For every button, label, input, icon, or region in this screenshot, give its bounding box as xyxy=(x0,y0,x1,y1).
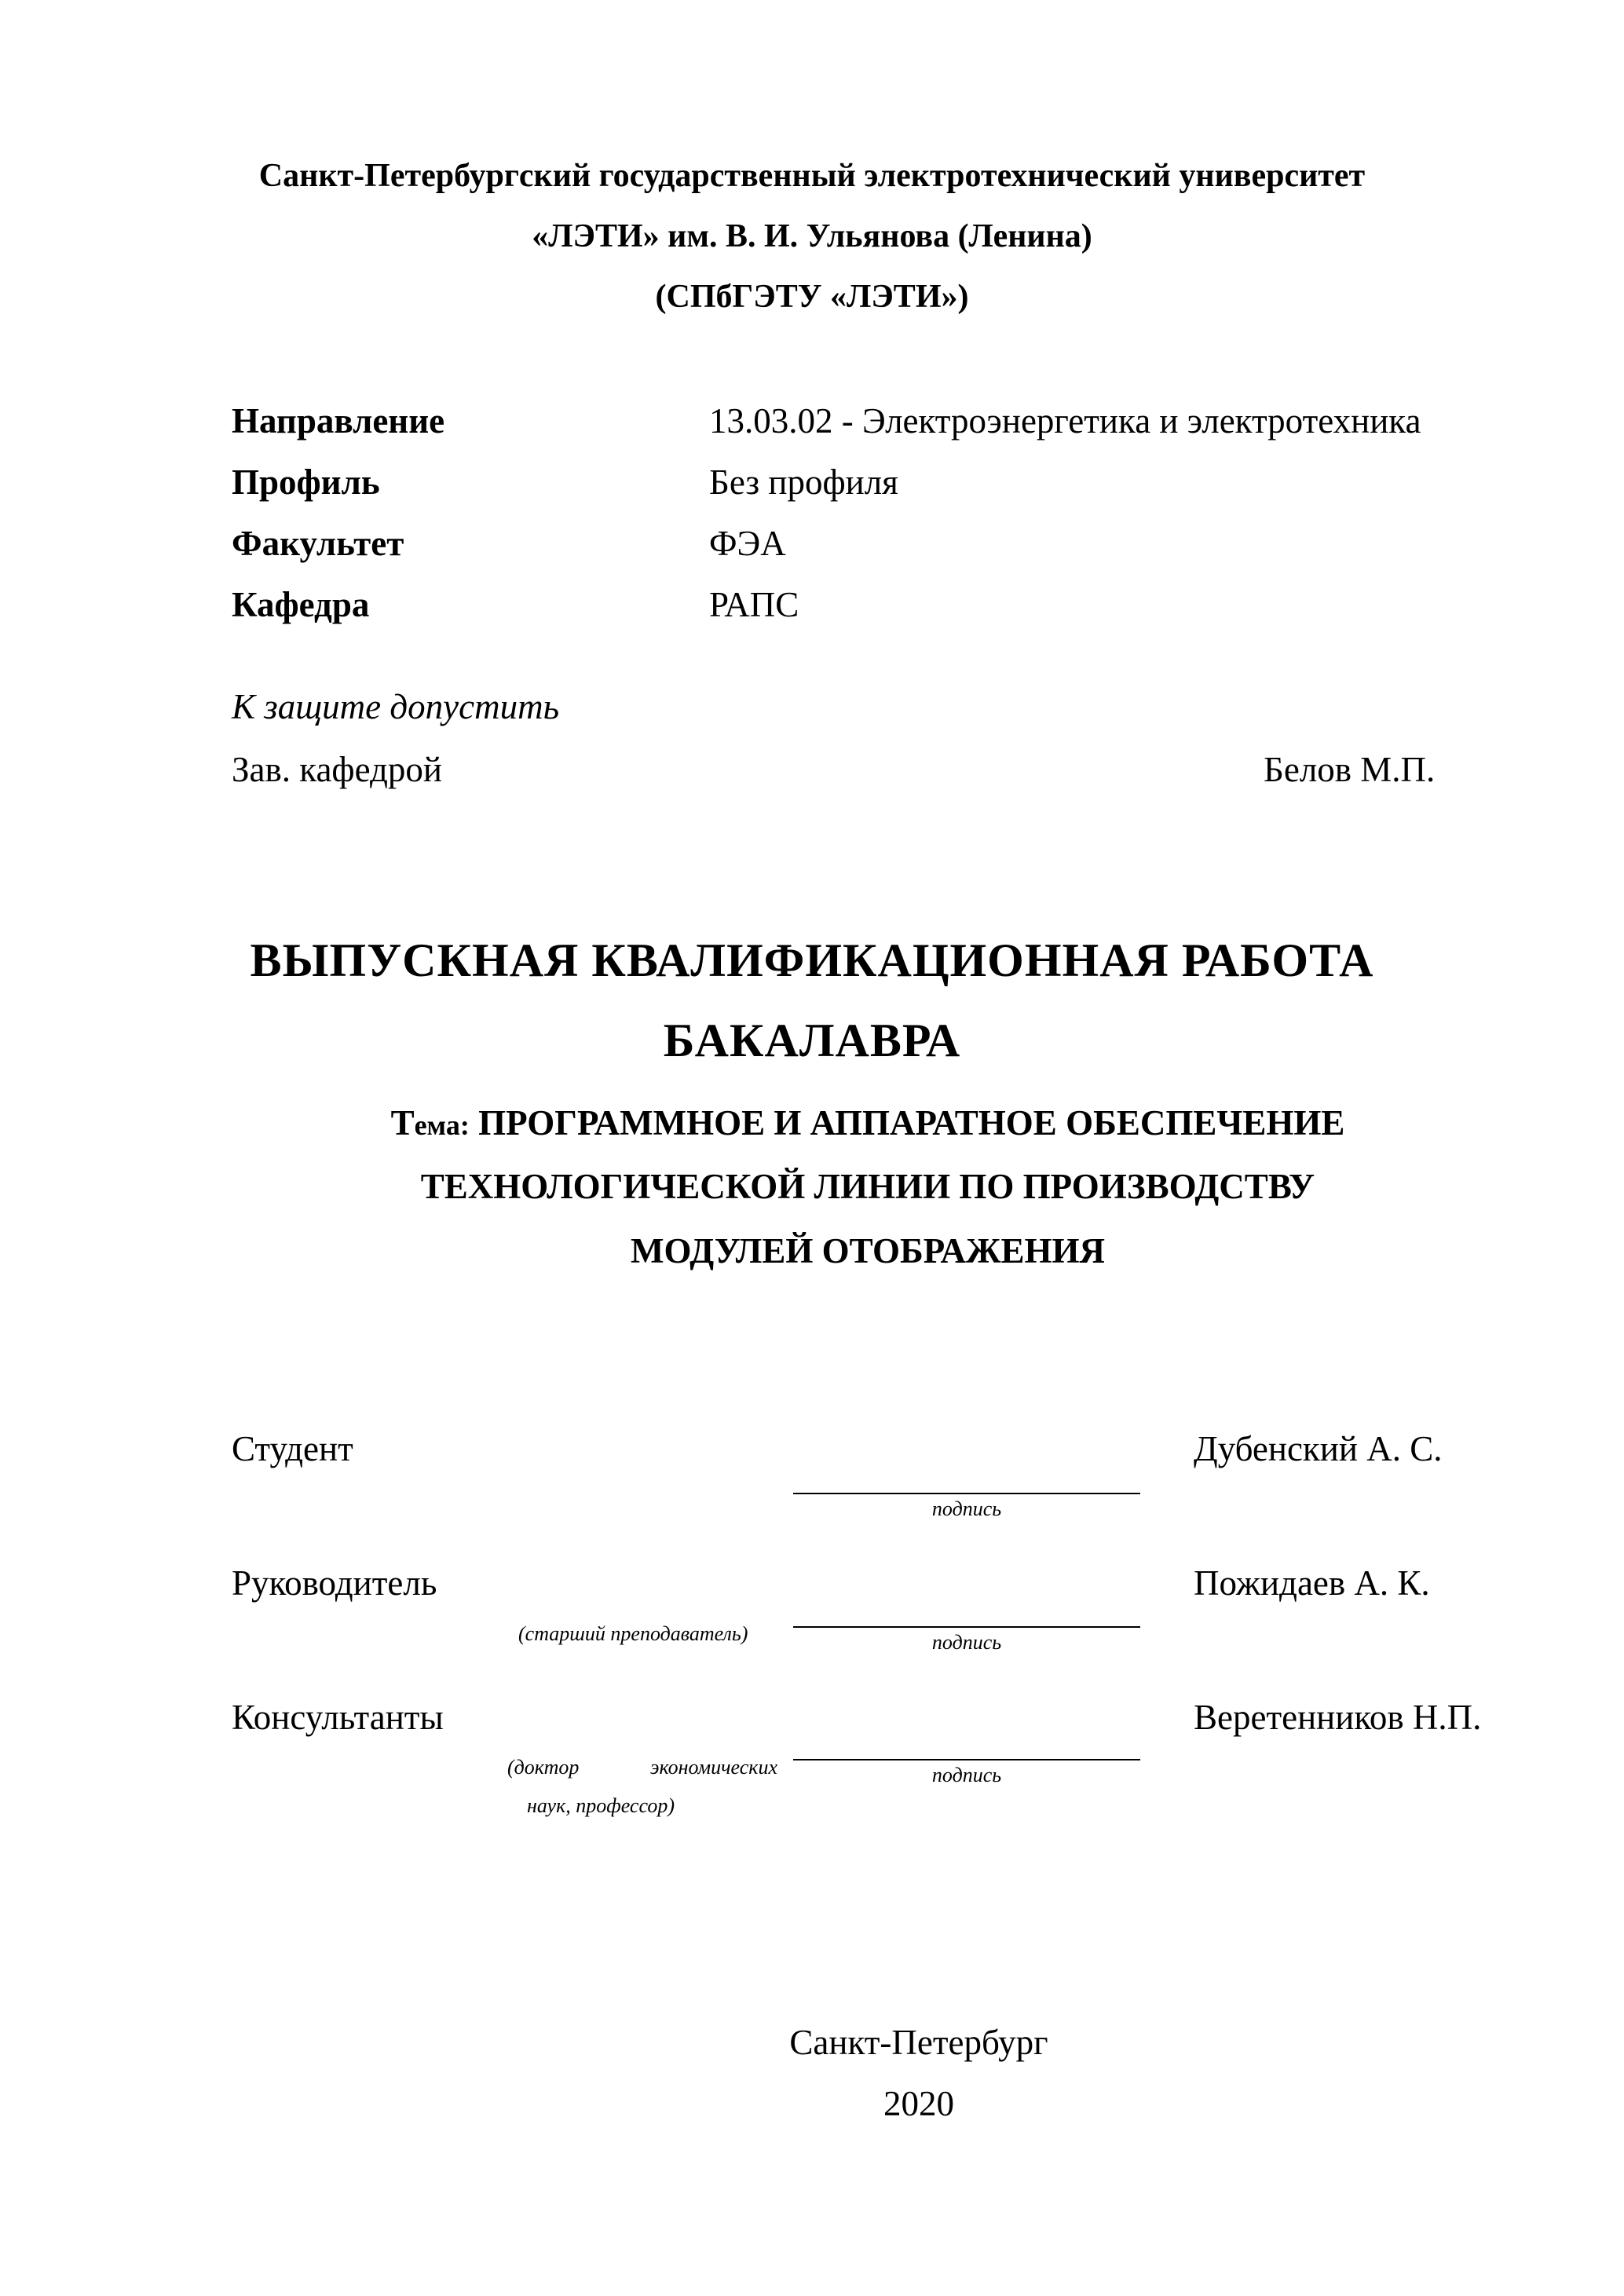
approval-role: Зав. кафедрой xyxy=(232,750,442,789)
field-label-department: Кафедра xyxy=(232,585,370,624)
signature-caption-student: подпись xyxy=(931,1497,1002,1520)
topic-text-line1: ПРОГРАММНОЕ И АППАРАТНОЕ ОБЕСПЕЧЕНИЕ xyxy=(478,1103,1345,1143)
footer-city: Санкт-Петербург xyxy=(789,2023,1048,2062)
work-title-line2: БАКАЛАВРА xyxy=(663,1015,961,1066)
signature-line-supervisor xyxy=(793,1626,1140,1628)
signature-role-student: Студент xyxy=(232,1429,353,1468)
approval-name: Белов М.П. xyxy=(1264,750,1436,789)
field-value-department: РАПС xyxy=(709,585,799,624)
approval-caption: К защите допустить xyxy=(232,687,560,726)
signature-name-consultants: Веретенников Н.П. xyxy=(1194,1698,1482,1737)
field-value-profile: Без профиля xyxy=(709,462,898,502)
university-name-line2: «ЛЭТИ» им. В. И. Ульянова (Ленина) xyxy=(532,218,1092,254)
topic-line1 xyxy=(0,1102,1624,1146)
topic-prefix-cap: Т xyxy=(390,1103,415,1143)
field-label-direction: Направление xyxy=(232,401,445,441)
field-label-profile: Профиль xyxy=(232,462,380,502)
signature-caption-consultants: подпись xyxy=(931,1764,1002,1786)
signature-line-consultants xyxy=(793,1759,1140,1760)
field-label-faculty: Факультет xyxy=(232,524,404,563)
signature-caption-supervisor: подпись xyxy=(931,1631,1002,1654)
signature-rank-supervisor: (старший преподаватель) xyxy=(518,1622,748,1645)
field-value-direction: 13.03.02 - Электроэнергетика и электротехника xyxy=(709,401,1421,441)
university-abbreviation: (СПбГЭТУ «ЛЭТИ») xyxy=(655,279,969,315)
signature-name-supervisor: Пожидаев А. К. xyxy=(1194,1563,1430,1603)
signature-rank-consultants: (доктор экономических xyxy=(507,1756,777,1779)
signature-rank-consultants-line2: наук, профессор) xyxy=(527,1794,675,1817)
signature-role-consultants: Консультанты xyxy=(232,1698,444,1737)
field-value-faculty: ФЭА xyxy=(709,524,786,563)
topic-line3: МОДУЛЕЙ ОТОБРАЖЕНИЯ xyxy=(630,1231,1106,1270)
signature-name-student: Дубенский А. С. xyxy=(1194,1429,1443,1468)
signature-line-student xyxy=(793,1493,1140,1494)
topic-line2: ТЕХНОЛОГИЧЕСКОЙ ЛИНИИ ПО ПРОИЗВОДСТВУ xyxy=(420,1167,1315,1206)
topic-prefix-rest: ема: xyxy=(414,1110,470,1141)
signature-role-supervisor: Руководитель xyxy=(232,1563,437,1603)
footer-year: 2020 xyxy=(883,2084,954,2123)
university-name-line1: Санкт-Петербургский государственный электротехнический университет xyxy=(258,158,1366,194)
work-title-line1: ВЫПУСКНАЯ КВАЛИФИКАЦИОННАЯ РАБОТА xyxy=(250,934,1374,986)
